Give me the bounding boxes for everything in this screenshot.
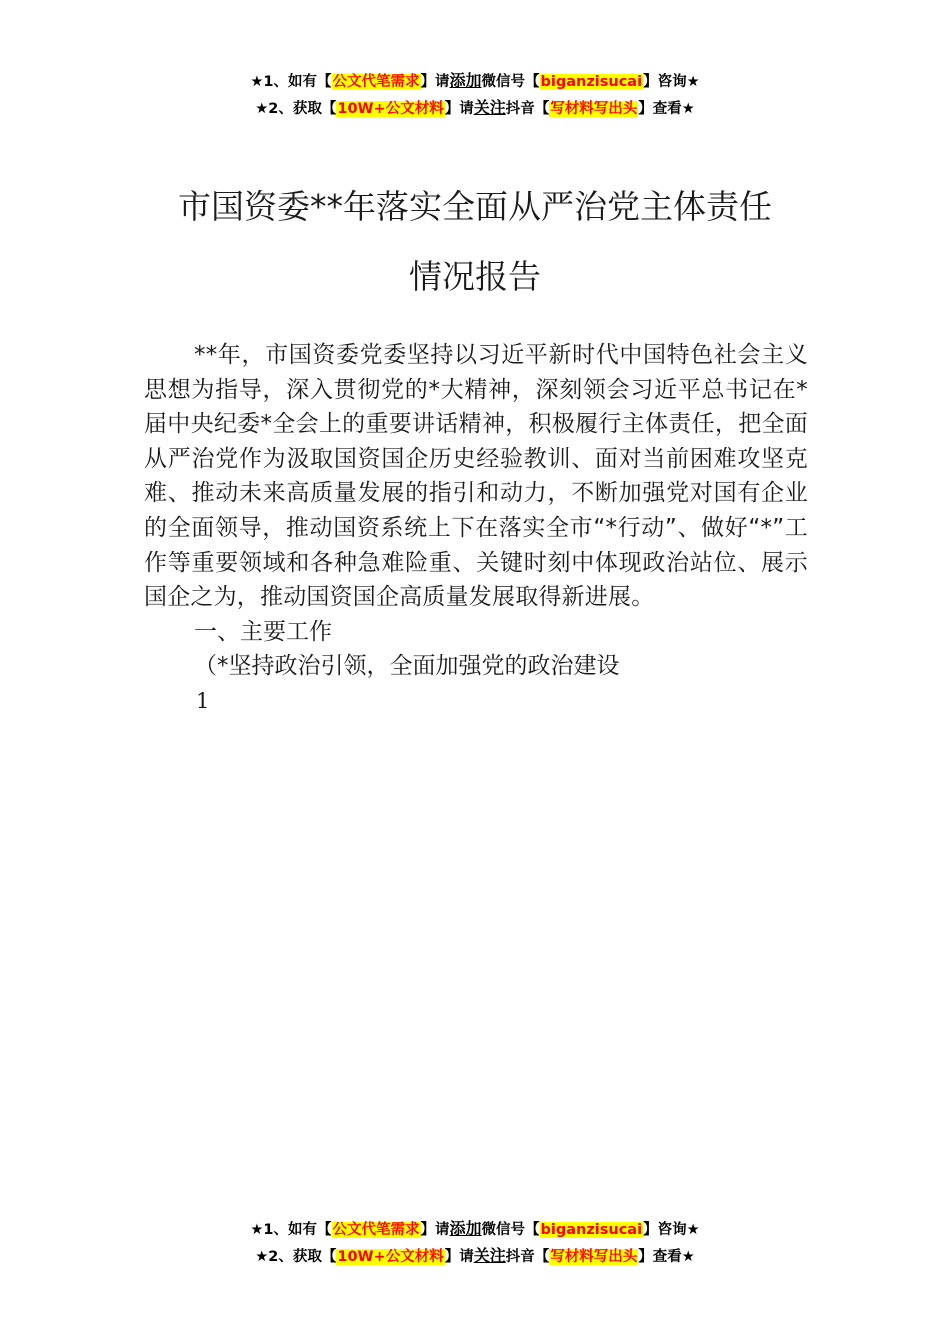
promo-line-2: ★2、获取【10W+公文材料】请关注抖音【写材料写出头】查看★ (255, 1246, 695, 1265)
promo-highlight: 10W+公文材料 (337, 1249, 444, 1265)
promo-highlight: 写材料写出头 (550, 1249, 638, 1265)
promo-banner-bottom (0, 1216, 950, 1270)
promo-banner-top (0, 68, 950, 122)
promo-highlight: 写材料写出头 (550, 101, 638, 117)
subsection-heading: （*坚持政治引领，全面加强党的政治建设 (194, 653, 620, 680)
promo-line-1: ★1、如有【公文代笔需求】请添加微信号【biganzisucai】咨询★ (250, 1219, 700, 1238)
title-line-2: 情况报告 (409, 257, 541, 296)
promo-highlight: 10W+公文材料 (337, 101, 444, 117)
document-body (144, 338, 808, 719)
document-title (0, 172, 950, 312)
title-line-1: 市国资委**年落实全面从严治党主体责任 (178, 187, 772, 226)
promo-highlight: biganzisucai (540, 74, 643, 90)
promo-highlight: 公文代笔需求 (332, 74, 420, 90)
intro-paragraph: **年，市国资委党委坚持以习近平新时代中国特色社会主义思想为指导，深入贯彻党的*大精神，深刻领会习近平总书记在*届中央纪委*全会上的重要讲话精神，积极履行主体责任，把全面从严治党作为汲取国资国企历史经验教训、面对当前困难攻坚克难、推动未来高质量发展的指引和动力，不断加强党对国有企业的全面领导，推动国资系统上下在落实全市“*行动”、做好“*”工作等重要领域和各种急难险重、关键时刻中体现政治站位、展示国企之为，推动国资国企高质量发展取得新进展。 (144, 342, 808, 611)
promo-line-2: ★2、获取【10W+公文材料】请关注抖音【写材料写出头】查看★ (255, 98, 695, 117)
promo-highlight: 公文代笔需求 (332, 1222, 420, 1238)
promo-line-1: ★1、如有【公文代笔需求】请添加微信号【biganzisucai】咨询★ (250, 71, 700, 90)
promo-highlight: biganzisucai (540, 1222, 643, 1238)
section-heading: 一、主要工作 (194, 618, 332, 645)
page-number: 1 (196, 688, 210, 713)
